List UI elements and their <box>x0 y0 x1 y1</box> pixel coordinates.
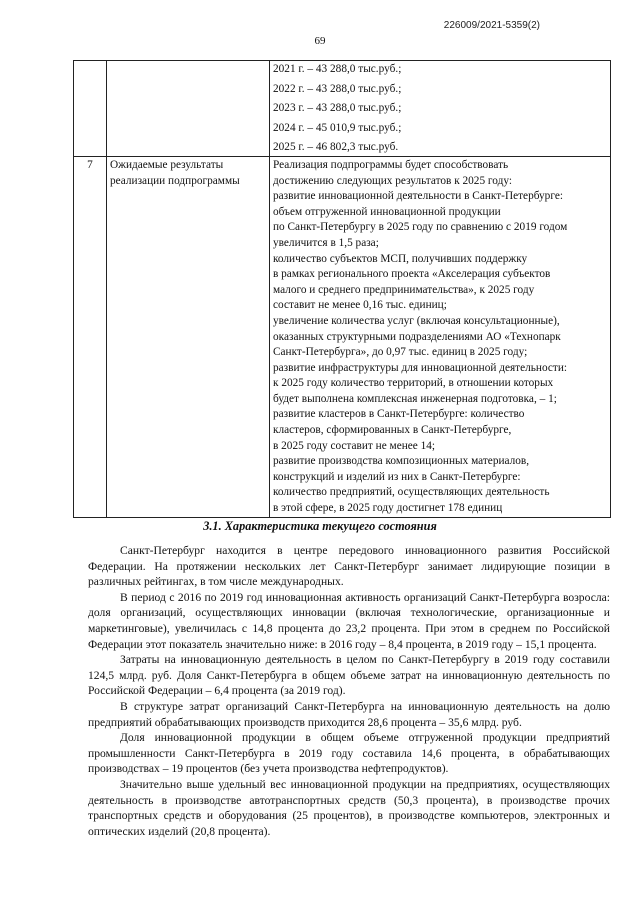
section-title: 3.1. Характеристика текущего состояния <box>203 519 437 533</box>
results-line: развитие производства композиционных материалов, <box>273 455 530 468</box>
results-line: объем отгруженной инновационной продукции <box>273 205 501 218</box>
passport-table <box>73 60 611 518</box>
row-number: 7 <box>87 158 93 171</box>
funding-line: 2025 г. – 46 802,3 тыс.руб. <box>273 141 399 154</box>
row-label-line: Ожидаемые результаты <box>110 158 224 171</box>
results-line: количество предприятий, осуществляющих деятельность <box>273 486 550 499</box>
row-number-cell <box>74 156 107 517</box>
results-line: развитие инфраструктуры для инновационной деятельности: <box>273 361 568 374</box>
paragraph: Значительно выше удельный вес инновационной продукции на предприятиях, осуществляющих деятельность в производстве автотранспортных средств (50,3 процента), в производстве прочих транспортных средств и оборудования (25 процентов), в производстве компьютеров, электронных и оптических изделий (20,8 процента). <box>88 777 610 838</box>
paragraph: Санкт-Петербург находится в центре передового инновационного развития Российской Федерации. На протяжении нескольких лет Санкт-Петербург занимает лидирующие позиции в различных рейтингах, в том числе международных. <box>88 544 610 589</box>
document-number: 226009/2021-5359(2) <box>443 20 540 31</box>
results-line: увеличится в 1,5 раза; <box>273 236 379 249</box>
results-line: Реализация подпрограммы будет способствовать <box>273 158 509 171</box>
funding-line: 2024 г. – 45 010,9 тыс.руб.; <box>273 121 402 134</box>
results-line: составит не менее 0,16 тыс. единиц; <box>273 299 447 312</box>
results-line: в 2025 году составит не менее 14; <box>273 439 436 452</box>
results-line: развитие кластеров в Санкт-Петербурге: количество <box>273 408 525 421</box>
row-label-cell <box>107 156 270 517</box>
results-line: развитие инновационной деятельности в Санкт-Петербурге: <box>273 190 563 203</box>
row-number-cell <box>74 61 107 157</box>
paragraph: В период с 2016 по 2019 год инновационная активность организаций Санкт-Петербурга возросла: доля организаций, осуществляющих инновации (включая технологические, организационные и маркетинговые), увеличилась с 14,8 процента до 23,2 процента. При этом в среднем по Российской Федерации этот показатель значительно ниже: в 2016 году – 8,4 процента, в 2019 году – 15,1 процента. <box>88 590 610 651</box>
results-line: Санкт-Петербурга», до 0,97 тыс. единиц в 2025 году; <box>273 346 528 359</box>
funding-line: 2023 г. – 43 288,0 тыс.руб.; <box>273 102 402 115</box>
table-row-results <box>74 156 611 517</box>
section-body <box>88 543 610 839</box>
results-line: кластеров, сформированных в Санкт-Петербурге, <box>273 424 512 437</box>
results-line: оказанных структурными подразделениями АО «Технопарк <box>273 330 561 343</box>
results-cell <box>270 156 611 517</box>
page-number: 69 <box>314 35 326 47</box>
results-line: к 2025 году количество территорий, в отношении которых <box>273 377 554 390</box>
results-line: конструкций и изделий из них в Санкт-Петербурге: <box>273 470 521 483</box>
row-label-cell <box>107 61 270 157</box>
funding-cell <box>270 61 611 157</box>
table-row-funding <box>74 61 611 157</box>
results-line: в рамках регионального проекта «Акселерация субъектов <box>273 268 551 281</box>
results-line: будет выполнена комплексная инженерная подготовка, – 1; <box>273 392 557 405</box>
paragraph: В структуре затрат организаций Санкт-Петербурга на инновационную деятельность на долю предприятий обрабатывающих производств приходится 28,6 процента – 35,6 млрд. руб. <box>88 699 610 729</box>
paragraph: Доля инновационной продукции в общем объеме отгруженной продукции предприятий промышленности Санкт-Петербурга в 2019 году составила 14,6 процента, в обрабатывающих производствах – 19 процентов (без учета производства нефтепродуктов). <box>88 731 610 776</box>
results-line: увеличение количества услуг (включая консультационные), <box>273 314 560 327</box>
results-line: по Санкт-Петербургу в 2025 году по сравнению с 2019 годом <box>273 221 568 234</box>
paragraph: Затраты на инновационную деятельность в целом по Санкт-Петербургу в 2019 году составили 124,5 млрд. руб. Доля Санкт-Петербурга в общем объеме затрат на инновационную деятельность по Российской Федерации – 6,4 процента (за 2019 год). <box>88 653 610 698</box>
results-line: в этой сфере, в 2025 году достигнет 178 единиц <box>273 502 503 515</box>
row-label-line: реализации подпрограммы <box>110 174 240 187</box>
results-line: количество субъектов МСП, получивших поддержку <box>273 252 528 265</box>
results-line: малого и среднего предпринимательства», к 2025 году <box>273 283 535 296</box>
funding-line: 2022 г. – 43 288,0 тыс.руб.; <box>273 82 402 95</box>
results-line: достижению следующих результатов к 2025 году: <box>273 174 512 187</box>
funding-line: 2021 г. – 43 288,0 тыс.руб.; <box>273 63 402 75</box>
